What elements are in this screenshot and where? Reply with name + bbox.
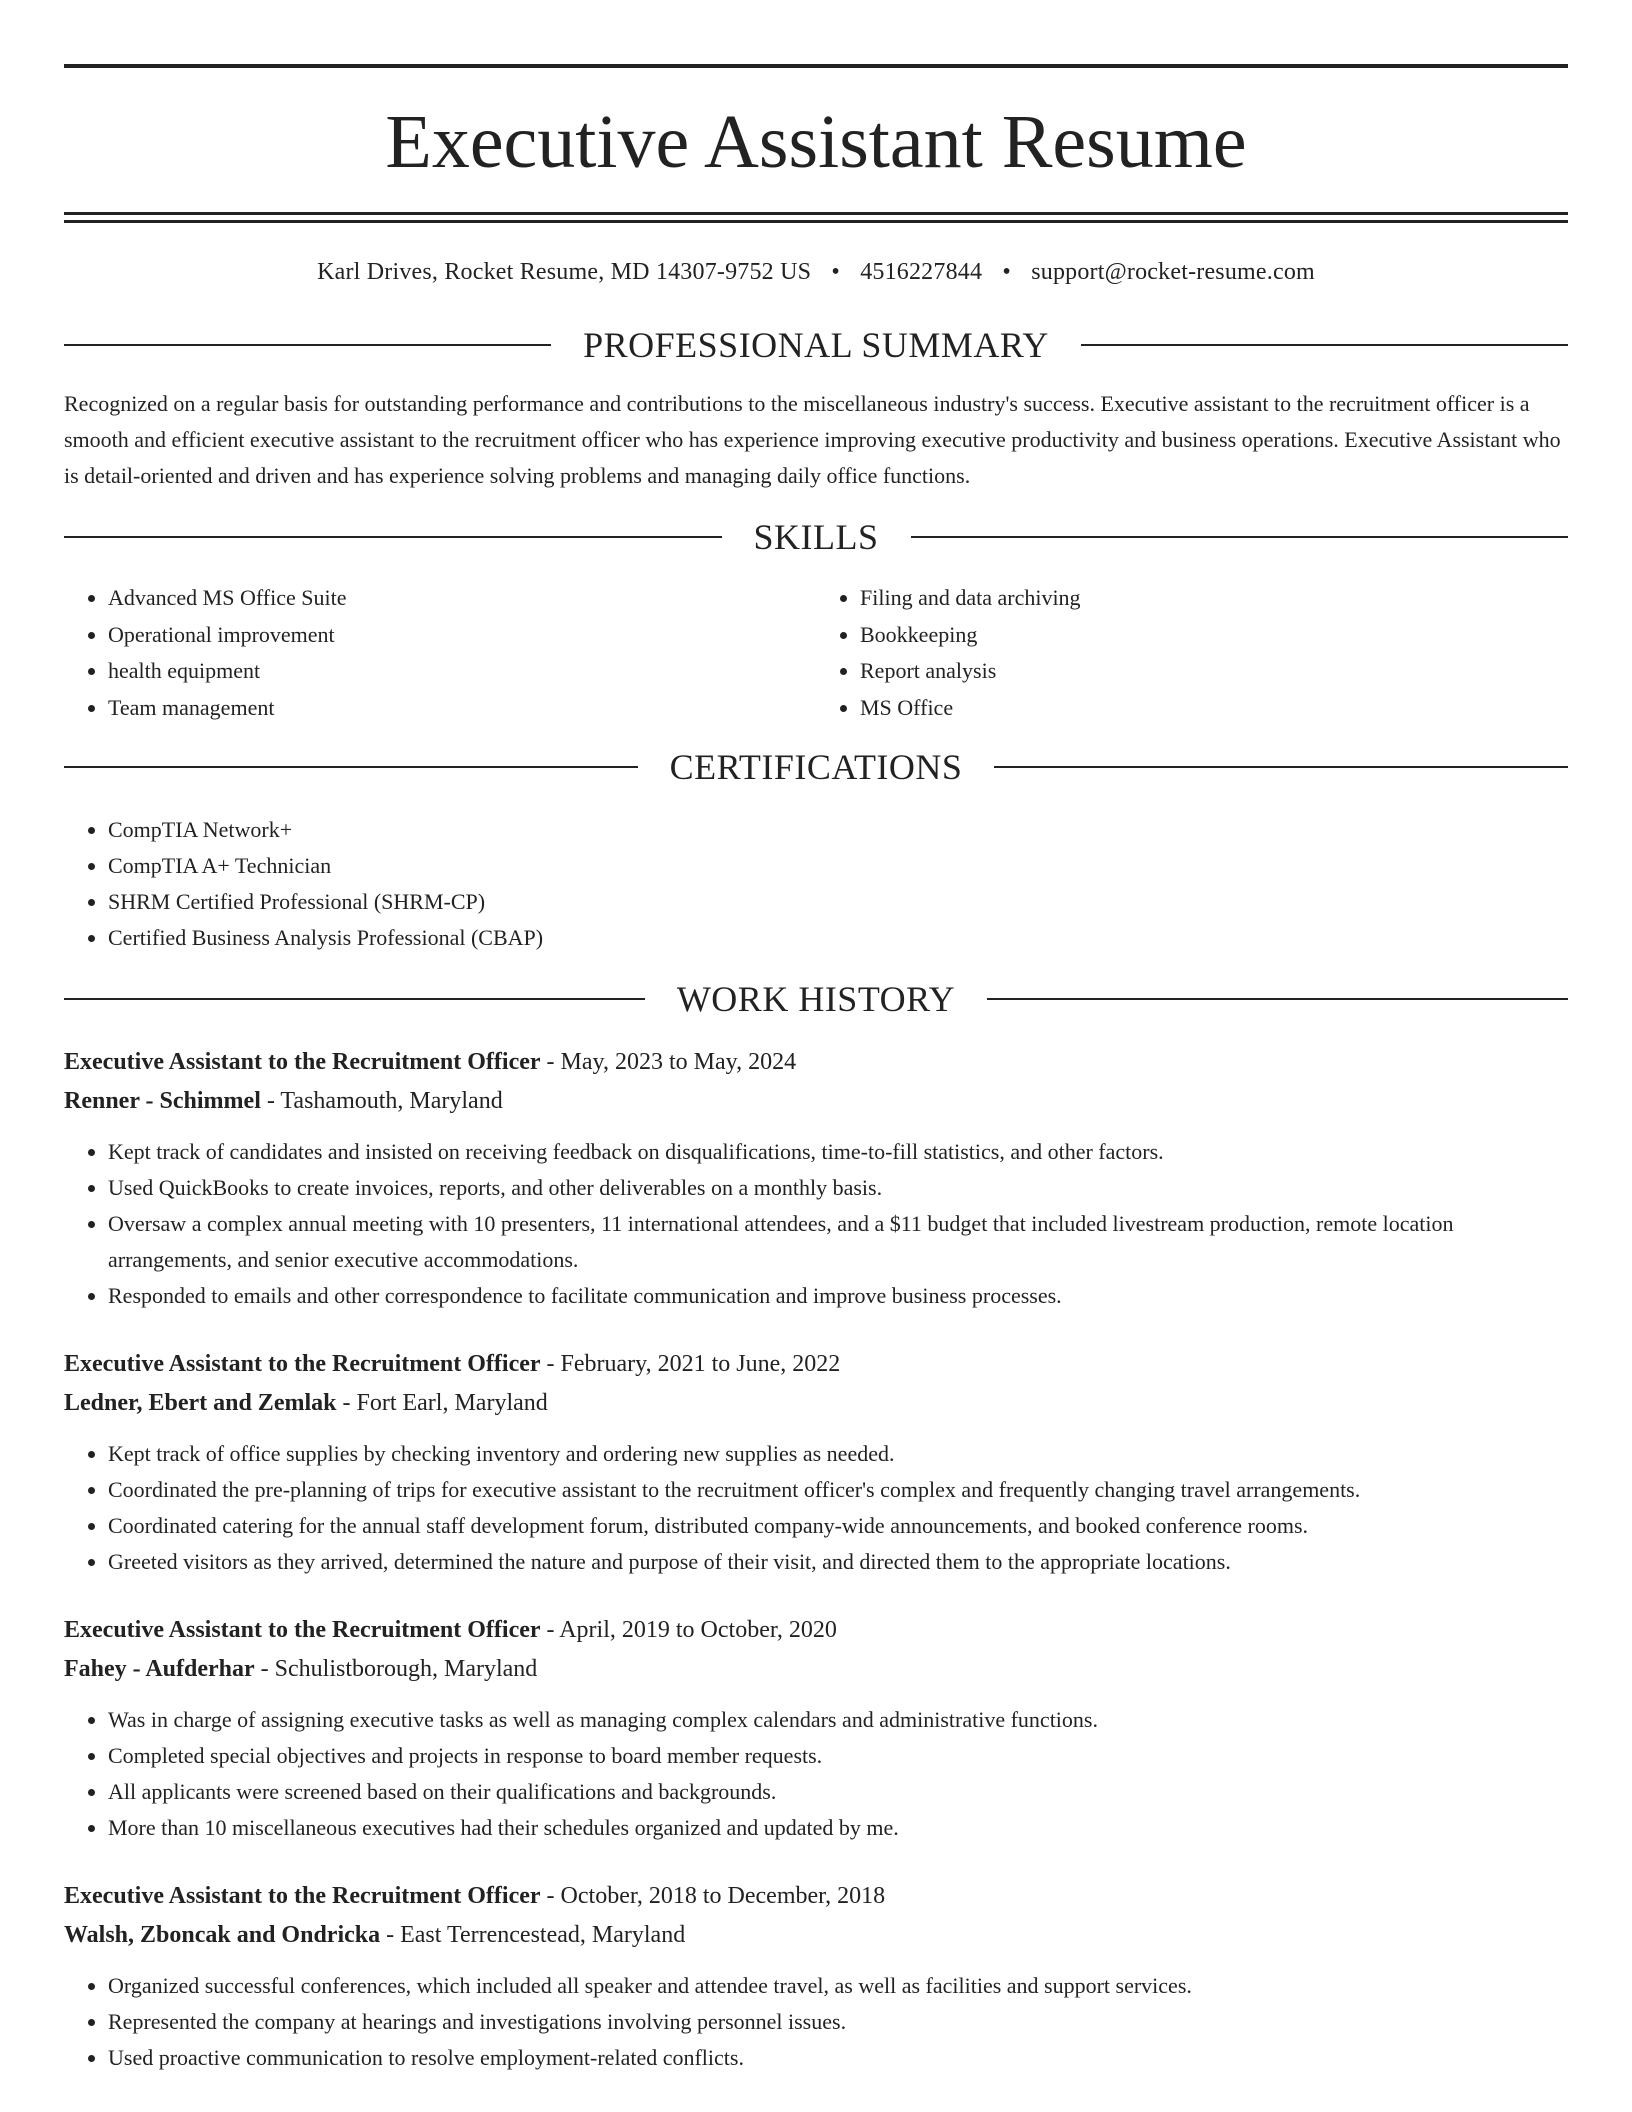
- job-bullet: • Completed special objectives and projects in response to board member requests.: [108, 1738, 1568, 1774]
- title-double-rule: [64, 212, 1568, 223]
- certification-item: • SHRM Certified Professional (SHRM-CP): [108, 884, 1568, 920]
- skill-item: • health equipment: [108, 653, 816, 690]
- section-title: WORK HISTORY: [676, 979, 956, 1019]
- heading-rule: [994, 766, 1568, 768]
- contact-address: Karl Drives, Rocket Resume, MD 14307-9752 US: [317, 259, 812, 285]
- job-bullet: • Used proactive communication to resolve employment-related conflicts.: [108, 2040, 1568, 2076]
- heading-rule: [987, 998, 1568, 1000]
- contact-phone: 4516227844: [860, 259, 983, 285]
- job-location: - East Terrencestead, Maryland: [380, 1922, 686, 1948]
- job-bullet: • Used QuickBooks to create invoices, reports, and other deliverables on a monthly basis.: [108, 1170, 1568, 1206]
- job-company-line: [64, 1650, 1568, 1688]
- job-company-line: [64, 1082, 1568, 1120]
- job-title: Executive Assistant to the Recruitment Officer: [64, 1617, 541, 1643]
- job-bullet: • Kept track of office supplies by checking inventory and ordering new supplies as needed.: [108, 1436, 1568, 1472]
- skill-item: • Team management: [108, 690, 816, 727]
- skills-column-left: [64, 580, 816, 726]
- contact-separator: •: [831, 259, 840, 285]
- job-title: Executive Assistant to the Recruitment Officer: [64, 1351, 541, 1377]
- contact-separator: •: [1002, 259, 1011, 285]
- job-title: Executive Assistant to the Recruitment Officer: [64, 1883, 541, 1909]
- job-bullet: • Oversaw a complex annual meeting with 10 presenters, 11 international attendees, and a $11 budget that included livestream production, remote location arrangements, and senior executive accommodations.: [108, 1206, 1568, 1278]
- job-company: Walsh, Zboncak and Ondricka: [64, 1922, 381, 1948]
- job-entry: [64, 1042, 1568, 1314]
- job-dates: - April, 2019 to October, 2020: [540, 1617, 837, 1643]
- job-bullets: [64, 1436, 1568, 1580]
- contact-email: support@rocket-resume.com: [1031, 259, 1315, 285]
- certification-item: • CompTIA Network+: [108, 812, 1568, 848]
- job-dates: - February, 2021 to June, 2022: [540, 1351, 841, 1377]
- job-bullets: [64, 1134, 1568, 1314]
- certification-item: • CompTIA A+ Technician: [108, 848, 1568, 884]
- job-company: Fahey - Aufderhar: [64, 1656, 255, 1682]
- job-bullet: • Kept track of candidates and insisted on receiving feedback on disqualifications, time-to-fill statistics, and other factors.: [108, 1134, 1568, 1170]
- section-title: SKILLS: [753, 517, 879, 557]
- job-bullets: [64, 1702, 1568, 1846]
- job-company-line: [64, 1384, 1568, 1422]
- job-entry: [64, 1344, 1568, 1580]
- heading-rule: [64, 344, 551, 346]
- certifications-list: [64, 812, 1568, 956]
- summary-text: Recognized on a regular basis for outstanding performance and contributions to the miscellaneous industry's success. Executive assistant to the recruitment officer is a smooth and efficient executive assistant to the recruitment officer who has experience improving executive productivity and business operations. Executive Assistant who is detail-oriented and driven and has experience solving problems and managing daily office functions.: [64, 391, 1561, 488]
- skill-item: • Bookkeeping: [860, 617, 1568, 654]
- job-title: Executive Assistant to the Recruitment Officer: [64, 1049, 541, 1075]
- job-company: Ledner, Ebert and Zemlak: [64, 1390, 337, 1416]
- job-title-line: [64, 1876, 1568, 1916]
- skills-list: [64, 580, 1568, 726]
- job-location: - Tashamouth, Maryland: [260, 1088, 503, 1114]
- resume-title: Executive Assistant Resume: [385, 100, 1247, 184]
- job-location: - Schulistborough, Maryland: [254, 1656, 538, 1682]
- job-entry: [64, 1876, 1568, 2076]
- job-entry: [64, 1610, 1568, 1846]
- section-heading-summary: [64, 324, 1568, 366]
- section-title: CERTIFICATIONS: [669, 747, 963, 787]
- job-bullet: • More than 10 miscellaneous executives had their schedules organized and updated by me.: [108, 1810, 1568, 1846]
- heading-rule: [64, 766, 638, 768]
- certification-item: • Certified Business Analysis Professional (CBAP): [108, 920, 1568, 956]
- top-rule: [64, 64, 1568, 68]
- job-company: Renner - Schimmel: [64, 1088, 261, 1114]
- job-dates: - May, 2023 to May, 2024: [540, 1049, 797, 1075]
- job-bullet: • Organized successful conferences, which included all speaker and attendee travel, as well as facilities and support services.: [108, 1968, 1568, 2004]
- job-bullets: [64, 1968, 1568, 2076]
- heading-rule: [1081, 344, 1568, 346]
- job-bullet: • Greeted visitors as they arrived, determined the nature and purpose of their visit, and directed them to the appropriate locations.: [108, 1544, 1568, 1580]
- skills-column-right: [816, 580, 1568, 726]
- skill-item: • Report analysis: [860, 653, 1568, 690]
- job-bullet: • Coordinated catering for the annual staff development forum, distributed company-wide announcements, and booked conference rooms.: [108, 1508, 1568, 1544]
- job-bullet: • All applicants were screened based on their qualifications and backgrounds.: [108, 1774, 1568, 1810]
- job-title-line: [64, 1344, 1568, 1384]
- contact-line: [64, 259, 1568, 286]
- skill-item: • MS Office: [860, 690, 1568, 727]
- job-bullet: • Represented the company at hearings and investigations involving personnel issues.: [108, 2004, 1568, 2040]
- section-title: PROFESSIONAL SUMMARY: [583, 325, 1049, 365]
- job-bullet: • Responded to emails and other correspondence to facilitate communication and improve business processes.: [108, 1278, 1568, 1314]
- job-title-line: [64, 1042, 1568, 1082]
- job-bullet: • Was in charge of assigning executive tasks as well as managing complex calendars and administrative functions.: [108, 1702, 1568, 1738]
- job-title-line: [64, 1610, 1568, 1650]
- heading-rule: [911, 536, 1569, 538]
- skill-item: • Operational improvement: [108, 617, 816, 654]
- job-location: - Fort Earl, Maryland: [336, 1390, 548, 1416]
- heading-rule: [64, 998, 645, 1000]
- job-dates: - October, 2018 to December, 2018: [540, 1883, 886, 1909]
- heading-rule: [64, 536, 722, 538]
- section-heading-certifications: [64, 746, 1568, 788]
- job-company-line: [64, 1916, 1568, 1954]
- section-heading-work-history: [64, 978, 1568, 1020]
- skill-item: • Advanced MS Office Suite: [108, 580, 816, 617]
- skill-item: • Filing and data archiving: [860, 580, 1568, 617]
- job-bullet: • Coordinated the pre-planning of trips for executive assistant to the recruitment officer's complex and frequently changing travel arrangements.: [108, 1472, 1568, 1508]
- section-heading-skills: [64, 516, 1568, 558]
